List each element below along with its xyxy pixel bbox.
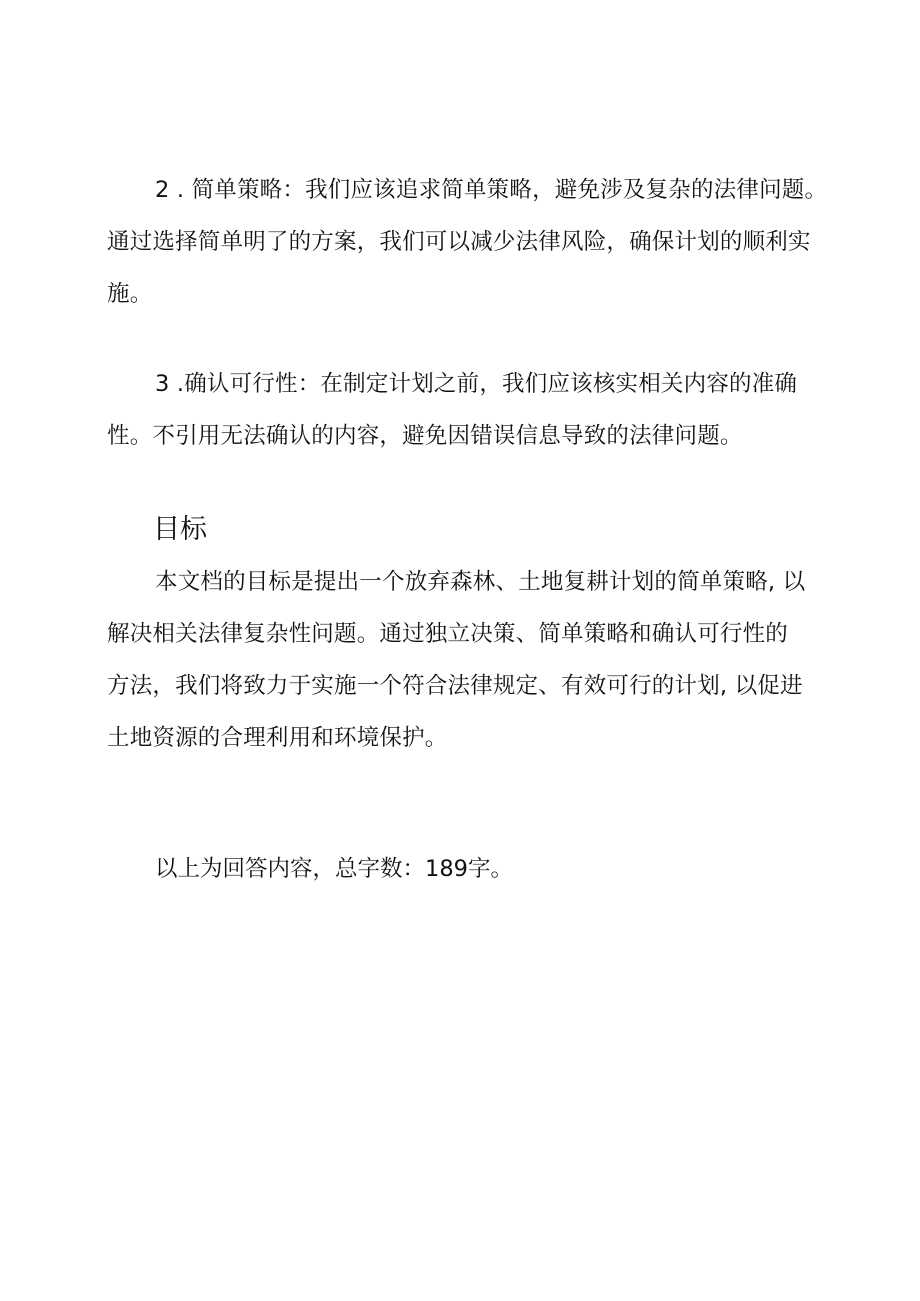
paragraph-line: 施。 — [107, 281, 153, 307]
paragraph-line: 解决相关法律复杂性问题。通过独立决策、简单策略和确认可行性的 — [107, 621, 789, 647]
paragraph-line: 通过选择简单明了的方案，我们可以减少法律风险，确保计划的顺利实 — [107, 229, 811, 255]
paragraph-line: 2 . 简单策略：我们应该追求简单策略，避免涉及复杂的法律问题。 — [155, 177, 828, 203]
summary-word-count: 以上为回答内容，总字数：189字。 — [155, 856, 513, 882]
paragraph-line: 性。不引用无法确认的内容，避免因错误信息导致的法律问题。 — [107, 423, 743, 449]
paragraph-confirm-feasibility — [107, 358, 843, 462]
paragraph-line: 3 .确认可行性：在制定计划之前，我们应该核实相关内容的准确 — [155, 371, 798, 397]
paragraph-line: 土地资源的合理利用和环境保护。 — [107, 725, 448, 751]
paragraph-line: 方法，我们将致力于实施一个符合法律规定、有效可行的计划, 以促进 — [107, 673, 803, 699]
paragraph-goal — [107, 556, 843, 764]
section-heading-goal: 目标 — [153, 514, 207, 545]
paragraph-line: 本文档的目标是提出一个放弃森林、土地复耕计划的简单策略, 以 — [155, 569, 806, 595]
paragraph-simple-strategy — [107, 164, 843, 320]
